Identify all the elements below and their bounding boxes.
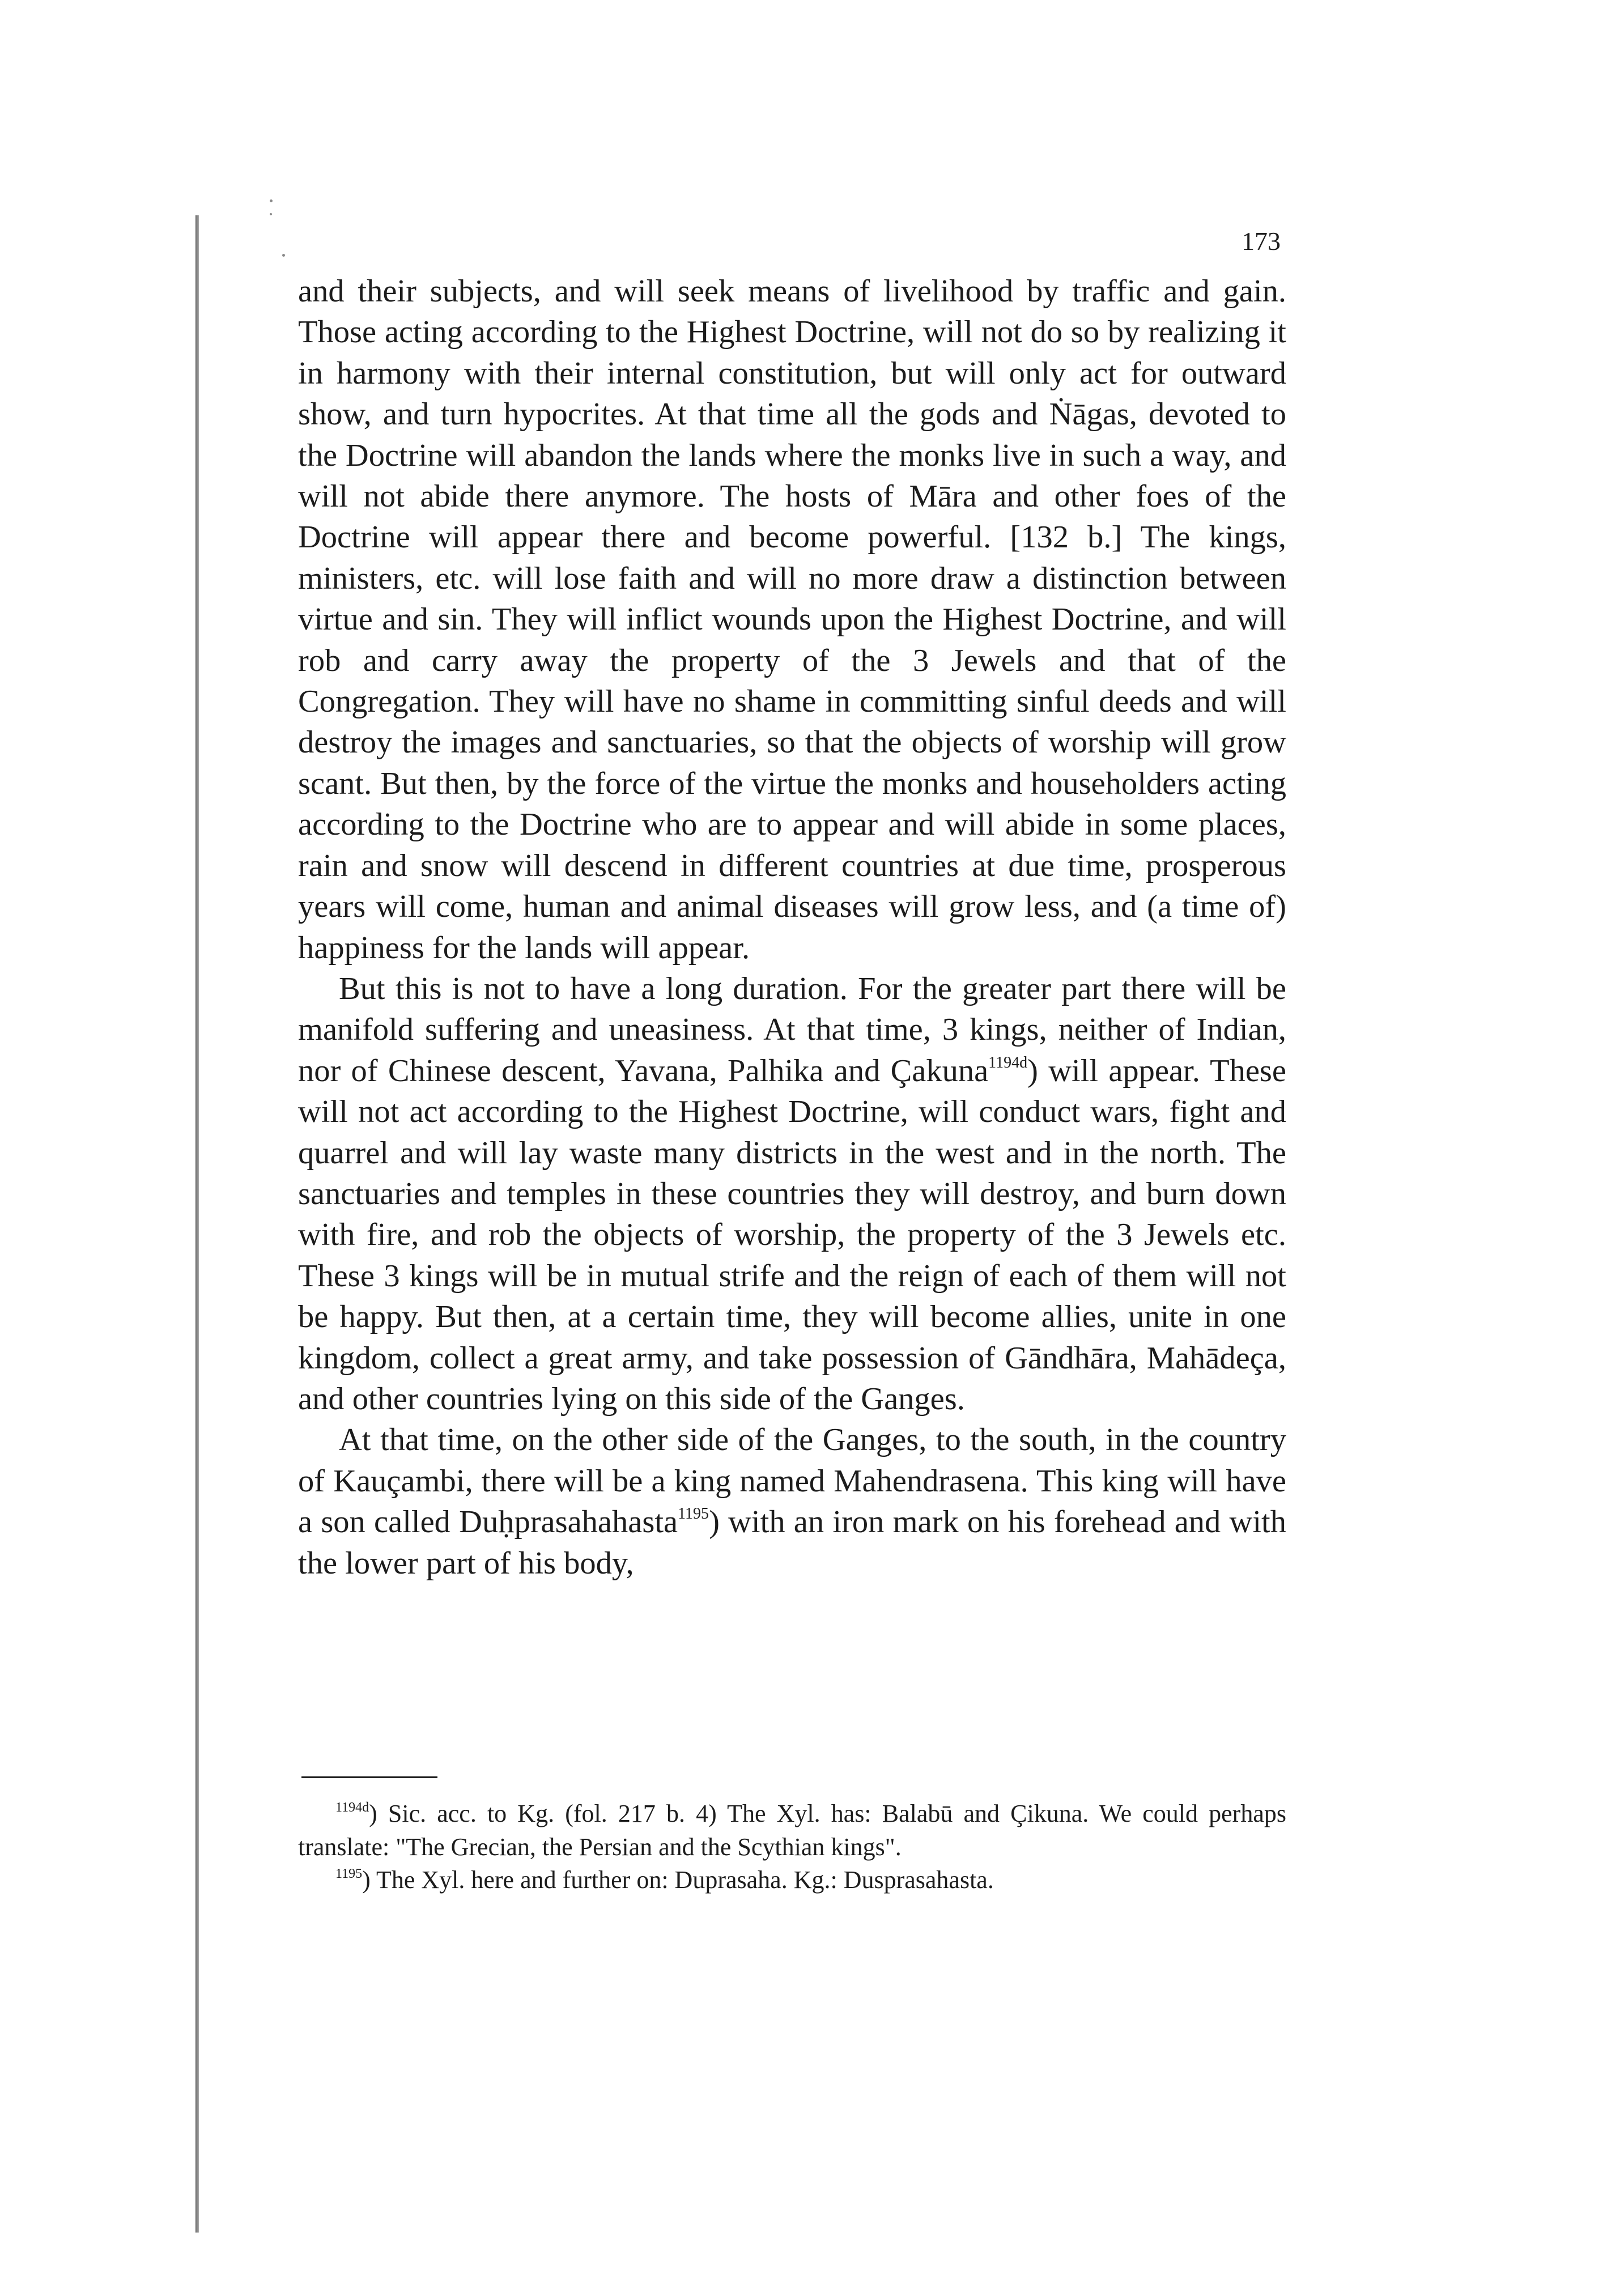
paragraph-1: and their subjects, and will seek means of livelihood by traffic and gain. Those acting according to the Highest Doctrine, will not do so by realizing it in harmony with their internal constitution, but will only act for outward show, and turn hypocrites. At that time all the gods and Ṅāgas, devoted to the Doctrine will abandon the lands where the monks live in such a way, and will not abide there anymore. The hosts of Māra and other foes of the Doctrine will appear there and become powerful. [132 b.] The kings, ministers, etc. will lose faith and will no more draw a distinction between virtue and sin. They will inflict wounds upon the Highest Doctrine, and will rob and carry away the property of the 3 Jewels and that of the Congregation. They will have no shame in committing sinful deeds and will destroy the images and sanctuaries, so that the objects of worship will grow scant. But then, by the force of the virtue the monks and householders acting according to the Doctrine who are to appear and will abide in some places, rain and snow will descend in different countries at due time, prosperous years will come, human and animal diseases will grow less, and (a time of) happiness for the lands will appear.: [298, 274, 1286, 966]
paragraph-3-text-end: ) with an iron mark on his forehead and with the lower part of his body,: [298, 1504, 1286, 1581]
paragraph-3-text-start: At that time, on the other side of the Ganges, to the south, in the country of Kauçambi, there will be a king named Mahendrasena. This king will have a son called Duḥprasahahasta: [298, 1422, 1286, 1540]
footnote-mark: 1195: [335, 1866, 363, 1881]
scan-speck: [282, 254, 285, 257]
main-text: [298, 271, 1286, 1584]
paragraph-2-text-end: ) will appear. These will not act according to the Highest Doctrine, will conduct wars, fight and quarrel and will lay waste many districts in the west and in the north. The sanctuaries and temples in these countries they will destroy, and burn down with fire, and rob the objects of worship, the property of the 3 Jewels etc. These 3 kings will be in mutual strife and the reign of each of them will not be happy. But then, at a certain time, they will become allies, unite in one kingdom, collect a great army, and take possession of Gāndhāra, Mahādeça, and other countries lying on this side of the Ganges.: [298, 1053, 1287, 1417]
page-number: 173: [1242, 227, 1281, 256]
footnote-text: ) The Xyl. here and further on: Duprasaha. Kg.: Dusprasahasta.: [362, 1866, 994, 1894]
footnote-1195: [298, 1864, 1286, 1897]
footnote-text: ) Sic. acc. to Kg. (fol. 217 b. 4) The Xyl. has: Balabū and Çikuna. We could perhaps translate: "The Grecian, the Persian and the Scythian kings".: [298, 1800, 1286, 1861]
paragraph-3: [298, 1419, 1286, 1584]
footnote-1194d: [298, 1797, 1286, 1864]
paragraph-2-text-start: But this is not to have a long duration. For the greater part there will be manifold suffering and uneasiness. At that time, 3 kings, neither of Indian, nor of Chinese descent, Yavana, Palhika and Çakuna: [298, 971, 1286, 1089]
scan-binding-edge: [195, 215, 199, 2233]
footnote-mark: 1194d: [335, 1800, 369, 1815]
footnote-ref-1195: 1195: [678, 1505, 709, 1523]
paragraph-2: [298, 968, 1286, 1419]
footnotes: [298, 1797, 1286, 1897]
footnote-ref-1194d: 1194d: [988, 1053, 1028, 1072]
scan-speck: [270, 213, 272, 215]
scan-speck: [270, 199, 273, 202]
footnote-divider: [301, 1776, 437, 1778]
